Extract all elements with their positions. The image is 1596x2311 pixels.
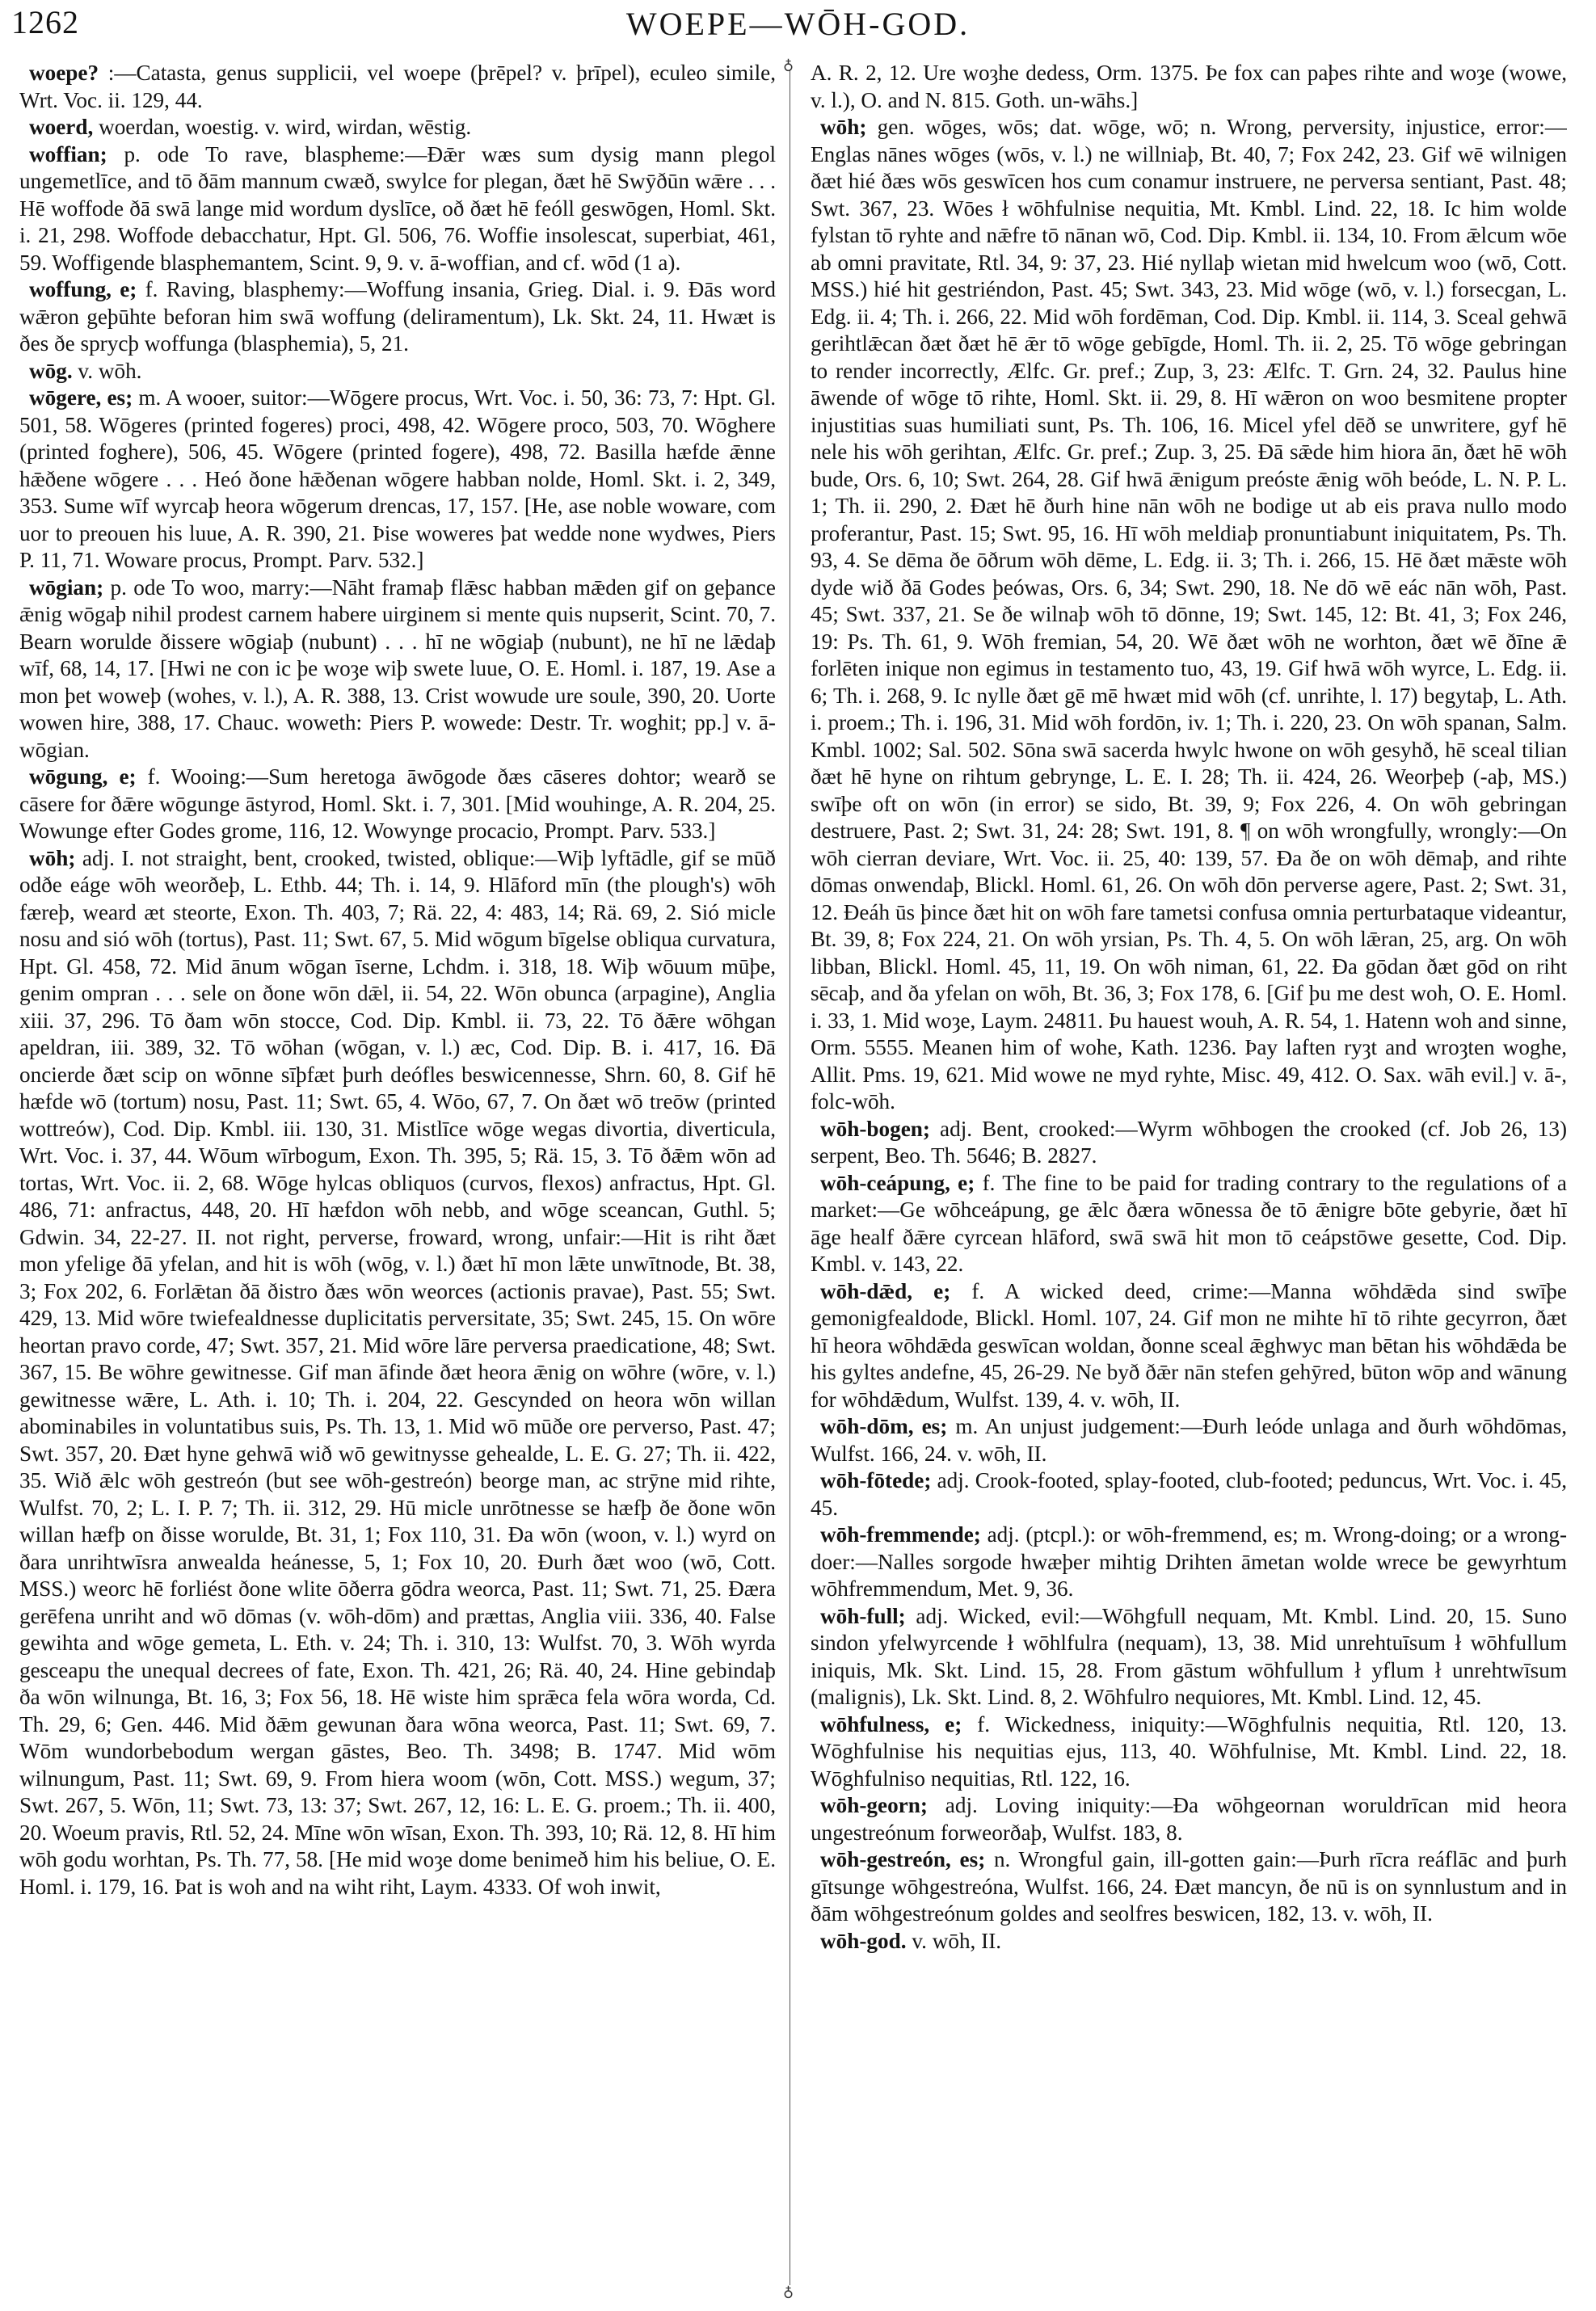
dictionary-entry bbox=[19, 60, 776, 114]
entry-headword: wōh; bbox=[820, 115, 867, 139]
entry-headword: wōgung, e; bbox=[29, 764, 137, 789]
continuation-text: A. R. 2, 12. Ure woȝhe dedess, Orm. 1375. Þe fox can paþes rihte and woȝe (wowe, v. l.), O. and N. 815. Goth. un-wāhs.] bbox=[811, 61, 1567, 112]
entry-headword: wōh-ceápung, e; bbox=[820, 1170, 975, 1195]
entry-headword: wōh-gestreón, es; bbox=[820, 1847, 986, 1871]
entry-headword: wōh-georn; bbox=[820, 1793, 928, 1817]
entry-definition: v. wōh. bbox=[78, 358, 142, 383]
dictionary-entry bbox=[811, 1928, 1567, 1955]
entry-definition: adj. Loving iniquity:—Ða wōhgeornan woruldrīcan mid heora ungestreónum forweorðaþ, Wulfst. 183, 8. bbox=[811, 1793, 1567, 1845]
dictionary-entry bbox=[811, 1413, 1567, 1467]
entry-headword: wōh-dōm, es; bbox=[820, 1414, 948, 1438]
entry-headword: woepe? bbox=[29, 61, 99, 85]
entry-headword: wōh-full; bbox=[820, 1603, 906, 1628]
entry-headword: wōgere, es; bbox=[29, 385, 133, 410]
dictionary-entry bbox=[811, 1522, 1567, 1603]
entry-definition: adj. Wicked, evil:—Wōhgfull nequam, Mt. Kmbl. Lind. 20, 15. Suno sindon yfelwyrcende ł wōhlfulra (nequam), 13, 38. Mid unrehtuīsum ł wōhfullum iniquis, Mk. Skt. Lind. 15, 28. From gāstum wōhfullum ł yflum ł unrehtwīsum (malignis), Lk. Skt. Lind. 8, 2. Wōhfulro nequiores, Mt. Kmbl. Lind. 12, 45. bbox=[811, 1603, 1567, 1709]
entry-definition: gen. wōges, wōs; dat. wōge, wō; n. Wrong, perversity, injustice, error:—Englas nānes wōges (wōs, v. l.) ne willniaþ, Bt. 40, 7; Fox 242, 23. Gif wē wilnigen ðæt hié ðæs wōs geswīcen hos cum conamur instruere, ne perversa sentiant, Past. 48; Swt. 367, 23. Wōes ł wōhfulnise nequitia, Mt. Kmbl. Lind. 22, 18. Ic him wolde fylstan tō ryhte and nǣfre tō nānan wō, Cod. Dip. Kmbl. ii. 134, 10. From ǣlcum wōe ab omni pravitate, Rtl. 34, 9: 37, 23. Hié nyllaþ wietan mid hwelcum woo (wō, Cott. MSS.) hié hit gestriéndon, Past. 45; Swt. 343, 23. Mid wōge (wō, v. l.) forsecgan, L. Edg. ii. 4; Th. i. 266, 22. Mid wōh fordēman, Cod. Dip. Kmbl. ii. 114, 3. Sceal gehwā gerihtlǣcan ðæt ðæt hē ǣr tō wōge gebīgde, Homl. Th. ii. 2, 25. Tō wōge gebringan to render incorrectly, Ælfc. Gr. pref.; Zup, 3, 23: Ælfc. T. Grn. 24, 32. Paulus hine āwende of wōge tō rihte, Homl. Skt. ii. 29, 8. Hī wǣron on woo besmitene propter injustitias suas humiliati sunt, Ps. Th. 106, 16. Micel yfel dēð se unwritere, gyf hē nele his wōh gerihtan, Ælfc. Gr. pref.; Zup. 3, 25. Ðā sǣde him hiora ān, ðæt hē wōh bude, Ors. 6, 10; Swt. 264, 28. Gif hwā ǣnigum preóste ǣnig wōh beóde, L. N. P. L. 1; Th. ii. 290, 2. Ðæt hē ðurh hine nān wōh ne bodige ut ab eis prava nullo modo proferantur, Past. 15; Swt. 95, 16. Hī wōh meldiaþ pronuntiabunt iniquitatem, Ps. Th. 93, 4. Se dēma ðe ōðrum wōh dēme, L. Edg. ii. 3; Th. i. 266, 15. Hē ðæt mǣste wōh dyde wið ðā Godes þeówas, Ors. 6, 34; Swt. 290, 18. Ne dō wē eác nān wōh, Past. 45; Swt. 337, 21. Se ðe wilnaþ wōh tō dōnne, 19; Swt. 145, 12: Bt. 41, 3; Fox 246, 19: Ps. Th. 61, 9. Wōh fremian, 54, 20. Wē ðæt wōh ne worhton, ðæt wē ðīne ǣ forlēten inique non egimus in testamento tuo, 43, 19. Gif hwā wōh wyrce, L. Edg. ii. 6; Th. i. 268, 9. Ic nylle ðæt gē mē hwæt mid wōh (cf. unrihte, l. 17) begytaþ, L. Ath. i. proem.; Th. i. 196, 31. Mid wōh fordōn, iv. 1; Th. i. 220, 23. On wōh spanan, Salm. Kmbl. 1002; Sal. 502. Sōna swā sacerda hwylc hwone on wōh gesyhð, hē sceal tilian ðæt hē hyne on rihtum gebrynge, L. E. I. 28; Th. ii. 424, 26. Weorþeþ (-aþ, MS.) swīþe oft on wōn (in error) se sido, Bt. 39, 9; Fox 226, 4. On wōh gebringan destruere, Past. 2; Swt. 31, 24: 28; Swt. 191, 8. ¶ on wōh wrongfully, wrongly:—On wōh cierran deviare, Wrt. Voc. ii. 25, 40: 139, 57. Ða ðe on wōh dēmaþ, and rihte dōmas onwendaþ, Blickl. Homl. 61, 26. On wōh dōn perverse agere, Past. 2; Swt. 31, 12. Ðeáh ūs þince ðæt hit on wōh fare tametsi confusa omnia perturbataque videantur, Bt. 39, 8; Fox 224, 21. On wōh yrsian, Ps. Th. 4, 5. On wōh lǣran, 25, arg. On wōh libban, Blickl. Homl. 45, 11, 19. On wōh niman, 61, 22. Ða gōdan ðæt gōd on riht sēcaþ, and ða yfelan on wōh, Bt. 36, 3; Fox 178, 6. [Gif þu me dest woh, O. E. Homl. i. 33, 1. Mid woȝe, Laym. 24811. Þu hauest wouh, A. R. 54, 1. Hatenn woh and sinne, Orm. 5555. Meanen him of wohe, Kath. 1236. Þay laften ryȝt and wroȝten woghe, Allit. Pms. 19, 621. Mid wowe ne myd ryhte, Misc. 49, 412. O. Sax. wāh evil.] v. ā-, folc-wōh. bbox=[811, 115, 1567, 1113]
entry-definition: adj. (ptcpl.): or wōh-fremmend, es; m. Wrong-doing; or a wrong-doer:—Nalles sorgode hwæþer mihtig Drihten āmetan wolde wrece be gewyrhtum wōhfremmendum, Met. 9, 36. bbox=[811, 1522, 1567, 1601]
entry-definition: m. An unjust judgement:—Ðurh leóde unlaga and ðurh wōhdōmas, Wulfst. 166, 24. v. wōh, II. bbox=[811, 1414, 1567, 1466]
dictionary-entry bbox=[811, 1278, 1567, 1414]
rule-ornament-bottom: ♁ bbox=[783, 2284, 794, 2300]
dictionary-entry bbox=[811, 1467, 1567, 1522]
entry-definition: m. A wooer, suitor:—Wōgere procus, Wrt. Voc. i. 50, 36: 73, 7: Hpt. Gl. 501, 58. Wōgeres (printed fogeres) proci, 498, 42. Wōgere proco, 503, 70. Wōghere (printed foghere), 506, 45. Wōgere (printed fogere), 498, 72. Basilla hæfde ǣnne hǣðene wōgere . . . Heó ðone hǣðenan wōgere habban nolde, Homl. Skt. i. 2, 349, 353. Sume wīf wyrcaþ heora wōgerum drencas, 17, 157. [He, ase noble woware, com uor to preouen his luue, A. R. 390, 21. Þise woweres þat wedde none wydwes, Piers P. 11, 71. Woware procus, Prompt. Parv. 532.] bbox=[19, 385, 776, 572]
entry-definition: p. ode To woo, marry:—Nāht framaþ flǣsc habban mǣden gif on geþance ǣnig wōgaþ nihil prodest carnem habere uirginem si mente quis nupserit, Scint. 70, 7. Bearn worulde ðissere wōgiaþ (nubunt) . . . hī ne wōgiaþ (nubunt), ne hī ne lǣdaþ wīf, 68, 14, 17. [Hwi ne con ic þe woȝe wiþ swete luue, O. E. Homl. i. 187, 19. Ase a mon þet woweþ (wohes, v. l.), A. R. 388, 13. Crist wowude ure soule, 390, 20. Uorte wowen hire, 388, 17. Chauc. woweth: Piers P. wowede: Destr. Tr. woghit; pp.] v. ā-wōgian. bbox=[19, 575, 776, 762]
entry-headword: wōh-bogen; bbox=[820, 1116, 930, 1141]
dictionary-entry bbox=[19, 358, 776, 385]
entry-definition: f. A wicked deed, crime:—Manna wōhdǣda sind swīþe gemonigfealdode, Blickl. Homl. 107, 24. Gif mon ne mihte hī tō rihte gecyrron, ðæt hī heora wōhdǣda geswīcan woldan, ðonne sceal ǣghwyc man bētan his wōhdǣda be his gyltes andefne, 45, 26-29. Ne byð ðǣr nān stefen gehȳred, būton wōp and wānung for wōhdǣdum, Wulfst. 139, 4. v. wōh, II. bbox=[811, 1278, 1567, 1412]
entry-definition: f. The fine to be paid for trading contrary to the regulations of a market:—Ge wōhceápung, ge ǣlc ðæra wōnessa ðe tō ǣnigre bōte gebyrie, ðæt hī āge healf ðǣre cyrcean hlāford, swā swā hit mon tō ceápstōwe gesette, Cod. Dip. Kmbl. v. 143, 22. bbox=[811, 1170, 1567, 1276]
dictionary-entry bbox=[19, 141, 776, 277]
entry-definition: p. ode To rave, blaspheme:—Ðǣr wæs sum dysig mann plegol ungemetlīce, and tō ðām mannum cwæð, swylce for plegan, ðæt hē Swȳðūn wǣre . . . Hē woffode ðā swā lange mid wordum dyslīce, oð ðæt hē feóll geswōgen, Homl. Skt. i. 21, 298. Woffode debacchatur, Hpt. Gl. 506, 76. Woffie insolescat, superbiat, 461, 59. Woffigende blasphemantem, Scint. 9, 9. v. ā-woffian, and cf. wōd (1 a). bbox=[19, 141, 776, 275]
entry-definition: f. Raving, blasphemy:—Woffung insania, Grieg. Dial. i. 9. Ðās word wǣron geþūhte beforan him swā woffung (deliramentum), Lk. Skt. 24, 11. Hwæt is ðes ðe sprycþ woffunga (blasphemia), 5, 21. bbox=[19, 277, 776, 356]
entry-headword: woffian; bbox=[29, 141, 107, 166]
dictionary-entry bbox=[19, 114, 776, 141]
dictionary-entry bbox=[811, 1170, 1567, 1278]
dictionary-entry bbox=[19, 764, 776, 845]
entry-headword: wōg. bbox=[29, 358, 73, 383]
dictionary-entry bbox=[811, 1116, 1567, 1170]
dictionary-entry bbox=[19, 575, 776, 764]
entry-definition: adj. Crook-footed, splay-footed, club-footed; peduncus, Wrt. Voc. i. 45, 45. bbox=[811, 1468, 1567, 1520]
dictionary-entry bbox=[811, 1846, 1567, 1928]
dictionary-entry bbox=[811, 114, 1567, 1116]
dictionary-entry bbox=[811, 1603, 1567, 1711]
running-head: WOEPE—WŌH-GOD. bbox=[625, 6, 971, 42]
entry-headword: wōgian; bbox=[29, 575, 104, 600]
entry-definition: v. wōh, II. bbox=[912, 1928, 1002, 1953]
entry-definition: n. Wrongful gain, ill-gotten gain:—Þurh rīcra reáflāc and þurh gītsunge wōhgestreóna, Wulfst. 166, 24. Ðæt mancyn, ðe nū is on synnlustum and in ðām wōhgestreónum goldes and seolfres beswicen, 182, 13. v. wōh, II. bbox=[811, 1847, 1567, 1926]
dictionary-entry bbox=[19, 276, 776, 358]
entry-definition: :—Catasta, genus supplicii, vel woepe (þrēpel? v. þrīpel), eculeo simile, Wrt. Voc. ii. 129, 44. bbox=[19, 61, 776, 112]
entry-headword: wōh-dǣd, e; bbox=[820, 1278, 951, 1303]
entry-definition: adj. Bent, crooked:—Wyrm wōhbogen the crooked (cf. Job 26, 13) serpent, Beo. Th. 5646; B. 2827. bbox=[811, 1116, 1567, 1168]
entry-headword: wōhfulness, e; bbox=[820, 1711, 962, 1736]
rule-ornament-top: ♁ bbox=[783, 57, 794, 73]
entry-definition: f. Wooing:—Sum heretoga āwōgode ðæs cāseres dohtor; wearð se cāsere for ðǣre wōgunge āstyrod, Homl. Skt. i. 7, 301. [Mid wouhinge, A. R. 204, 25. Wowunge efter Godes grome, 116, 12. Wowynge procacio, Prompt. Parv. 533.] bbox=[19, 764, 776, 843]
dictionary-entry bbox=[811, 1792, 1567, 1846]
right-column bbox=[811, 60, 1567, 2298]
dictionary-entry bbox=[19, 385, 776, 575]
page-number: 1262 bbox=[11, 4, 79, 40]
entry-headword: wōh-god. bbox=[820, 1928, 907, 1953]
dictionary-entry bbox=[19, 845, 776, 1901]
entry-headword: wōh; bbox=[29, 845, 76, 870]
entry-headword: woerd, bbox=[29, 115, 94, 139]
entry-definition: woerdan, woestig. v. wird, wirdan, wēstig. bbox=[99, 115, 472, 139]
entry-definition: f. Wickedness, iniquity:—Wōghfulnis nequitia, Rtl. 120, 13. Wōghfulnise his nequitias ejus, 113, 40. Wōhfulnise, Mt. Kmbl. Lind. 22, 18. Wōghfulniso nequitias, Rtl. 122, 16. bbox=[811, 1711, 1567, 1791]
entry-headword: wōh-fremmende; bbox=[820, 1522, 981, 1547]
entry-headword: wōh-fōtede; bbox=[820, 1468, 932, 1492]
dictionary-entry bbox=[811, 1711, 1567, 1793]
left-column bbox=[19, 60, 776, 2298]
entry-headword: woffung, e; bbox=[29, 277, 137, 301]
entry-definition: adj. I. not straight, bent, crooked, twisted, oblique:—Wiþ lyftādle, gif se mūð odðe eáge wōh weorðeþ, L. Ethb. 44; Th. i. 14, 9. Hlāford mīn (the plough's) wōh færeþ, weard æt steorte, Exon. Th. 403, 7; Rä. 22, 4: 483, 14; Rä. 69, 2. Sió micle nosu and sió wōh (tortus), Past. 11; Swt. 67, 5. Mid wōgum bīgelse obliqua curvatura, Hpt. Gl. 458, 72. Mid ānum wōgan īserne, Lchdm. i. 318, 18. Wiþ wōuum mūþe, genim ompran . . . sele on ðone wōn dǣl, ii. 54, 22. Wōn obunca (arpagine), Anglia xiii. 37, 296. Tō ðam wōn stocce, Cod. Dip. Kmbl. ii. 73, 22. Tō ðǣre wōhgan apeldran, iii. 389, 32. Tō wōhan (wōgan, v. l.) æc, Cod. Dip. B. i. 417, 16. Ðā oncierde ðæt scip on wōnne sīþfæt þurh deófles beswicennesse, Shrn. 60, 8. Gif hē hæfde wō (tortum) nosu, Past. 11; Swt. 65, 4. Wōo, 67, 7. On ðæt wō treōw (printed wottreów), Cod. Dip. Kmbl. iii. 130, 31. Mistlīce wōge wegas divortia, diverticula, Wrt. Voc. i. 37, 44. Wōum wīrbogum, Exon. Th. 395, 5; Rä. 15, 3. Tō ðǣm wōn ad tortas, Wrt. Voc. ii. 2, 68. Wōge hylcas obliquos (curvos, flexos) anfractus, Hpt. Gl. 486, 71: anfractus, 448, 20. Hī hæfdon wōh nebb, and wōge sceancan, Guthl. 5; Gdwin. 34, 22-27. II. not right, perverse, froward, wrong, unfair:—Hit is riht ðæt mon yfelige ðā yfelan, and hit is wōh (wōg, v. l.) ðæt hī mon lǣte unwītnode, Bt. 38, 3; Fox 202, 6. Forlǣtan ðā ðistro ðæs wōn weorces (actionis pravae), Past. 55; Swt. 429, 13. Mid wōre twiefealdnesse duplicitatis perversitate, 35; Swt. 245, 15. On wōre heortan pravo corde, 47; Swt. 357, 21. Mid wōre lāre perversa praedicatione, 48; Swt. 367, 15. Be wōhre gewitnesse. Gif man āfinde ðæt heora ǣnig on wōhre (wōre, v. l.) gewitnesse wǣre, L. Ath. i. 10; Th. i. 204, 22. Gescynded on heora wōn willan abominabiles in voluntatibus suis, Ps. Th. 13, 1. Mid wō mūðe ore perverso, Past. 47; Swt. 357, 20. Ðæt hyne gehwā wið wō gewitnysse gehealde, L. E. G. 27; Th. ii. 422, 35. Wið ǣlc wōh gestreón (but see wōh-gestreón) beorge man, ac strȳne mid rihte, Wulfst. 70, 2; L. I. P. 7; Th. ii. 312, 29. Hū micle unrōtnesse se hæfþ ðe ðone wōn willan hæfþ on ðisse worulde, Bt. 31, 1; Fox 110, 31. Ða wōn (woon, v. l.) wyrd on ðara unrihtwīsra anwealda heánesse, 5, 1; Fox 10, 20. Ðurh ðæt woo (wō, Cott. MSS.) weorc hē forliést ðone wlite ōðerra gōdra weorca, Past. 11; Swt. 71, 25. Ðæra gerēfena unriht and wō dōmas (v. wōh-dōm) and prættas, Anglia viii. 336, 40. False gewihta and wōge gemeta, L. Eth. v. 24; Th. i. 310, 13: Wulfst. 70, 3. Wōh wyrda gesceapu the unequal decrees of fate, Exon. Th. 421, 26; Rä. 40, 24. Hine gebindaþ ða wōn wilnunga, Bt. 16, 3; Fox 56, 18. Hē wiste him sprǣca fela wōra worda, Cd. Th. 29, 6; Gen. 446. Mid ðǣm gewunan ðara wōna weorca, Past. 11; Swt. 69, 7. Wōm wundorbebodum wergan gāstes, Beo. Th. 3498; B. 1747. Mid wōm wilnungum, Past. 11; Swt. 69, 9. From hiera woom (wōn, Cott. MSS.) wegum, 37; Swt. 267, 5. Wōn, 11; Swt. 73, 13: 37; Swt. 267, 12, 16: L. E. G. proem.; Th. ii. 400, 20. Woeum pravis, Rtl. 52, 24. Mīne wōn wīsan, Exon. Th. 393, 10; Rä. 12, 8. Hī him wōh godu worhtan, Ps. Th. 77, 58. [He mid woȝe dome benimeð him his beliue, O. E. Homl. i. 179, 16. Þat is woh and na wiht riht, Laym. 4333. Of woh inwit, bbox=[19, 845, 776, 1899]
